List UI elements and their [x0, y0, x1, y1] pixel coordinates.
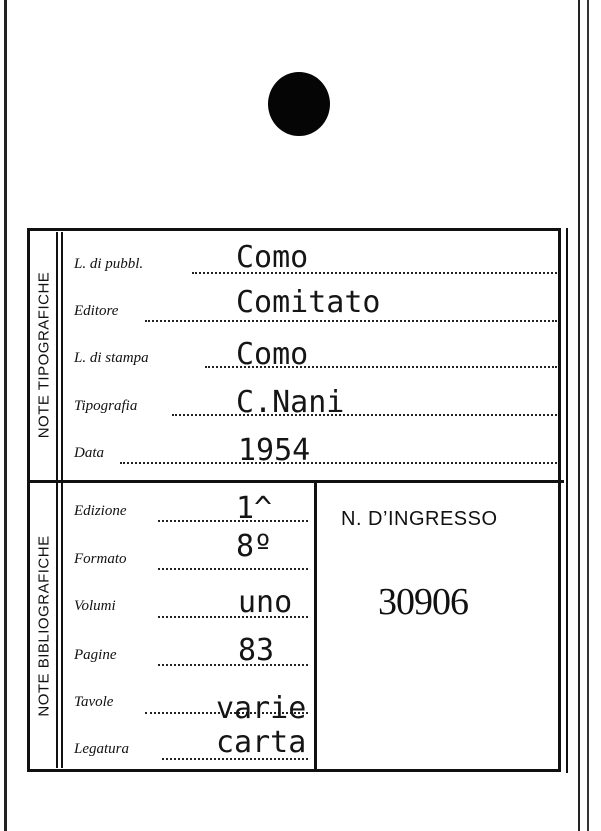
dotted-line	[158, 568, 308, 570]
n-ingresso-label: N. D’INGRESSO	[341, 508, 498, 530]
label-volumi: Volumi	[74, 598, 116, 614]
note-bibliografiche-heading: NOTE BIBLIOGRAFICHE	[35, 535, 53, 717]
card-edge-left	[4, 0, 7, 831]
label-luogo-pubblicazione: L. di pubbl.	[74, 256, 144, 272]
dotted-line	[120, 462, 557, 464]
value-luogo-pubblicazione: Como	[236, 240, 309, 275]
value-edizione: 1^	[236, 491, 273, 526]
n-ingresso-value: 30906	[378, 581, 468, 623]
label-legatura: Legatura	[74, 741, 130, 757]
value-editore: Comitato	[236, 285, 381, 320]
label-edizione: Edizione	[74, 503, 127, 519]
card-edge-right-outer	[587, 0, 589, 831]
value-volumi: uno	[238, 585, 293, 620]
label-tipografia: Tipografia	[74, 398, 138, 414]
card-edge-right	[578, 0, 580, 831]
dotted-line	[172, 414, 557, 416]
label-editore: Editore	[74, 303, 119, 319]
section-divider	[27, 480, 564, 483]
value-data: 1954	[238, 433, 311, 468]
value-legatura: carta	[216, 725, 307, 760]
label-luogo-stampa: L. di stampa	[74, 350, 149, 366]
note-tipografiche-heading: NOTE TIPOGRAFICHE	[35, 271, 53, 439]
value-tipografia: C.Nani	[236, 385, 345, 420]
value-pagine: 83	[238, 633, 275, 668]
dotted-line	[158, 520, 308, 522]
label-data: Data	[74, 445, 104, 461]
label-pagine: Pagine	[74, 647, 117, 663]
side-rule-inner	[61, 232, 63, 768]
label-formato: Formato	[74, 551, 127, 567]
frame-right-double-line	[566, 228, 568, 773]
value-luogo-stampa: Como	[236, 337, 309, 372]
side-rule	[56, 232, 58, 768]
label-tavole: Tavole	[74, 694, 114, 710]
dotted-line	[158, 664, 308, 666]
value-formato: 8º	[236, 529, 273, 564]
value-tavole: varie	[216, 691, 307, 726]
dotted-line	[145, 320, 557, 322]
punch-hole	[268, 72, 330, 136]
column-divider	[314, 483, 317, 771]
